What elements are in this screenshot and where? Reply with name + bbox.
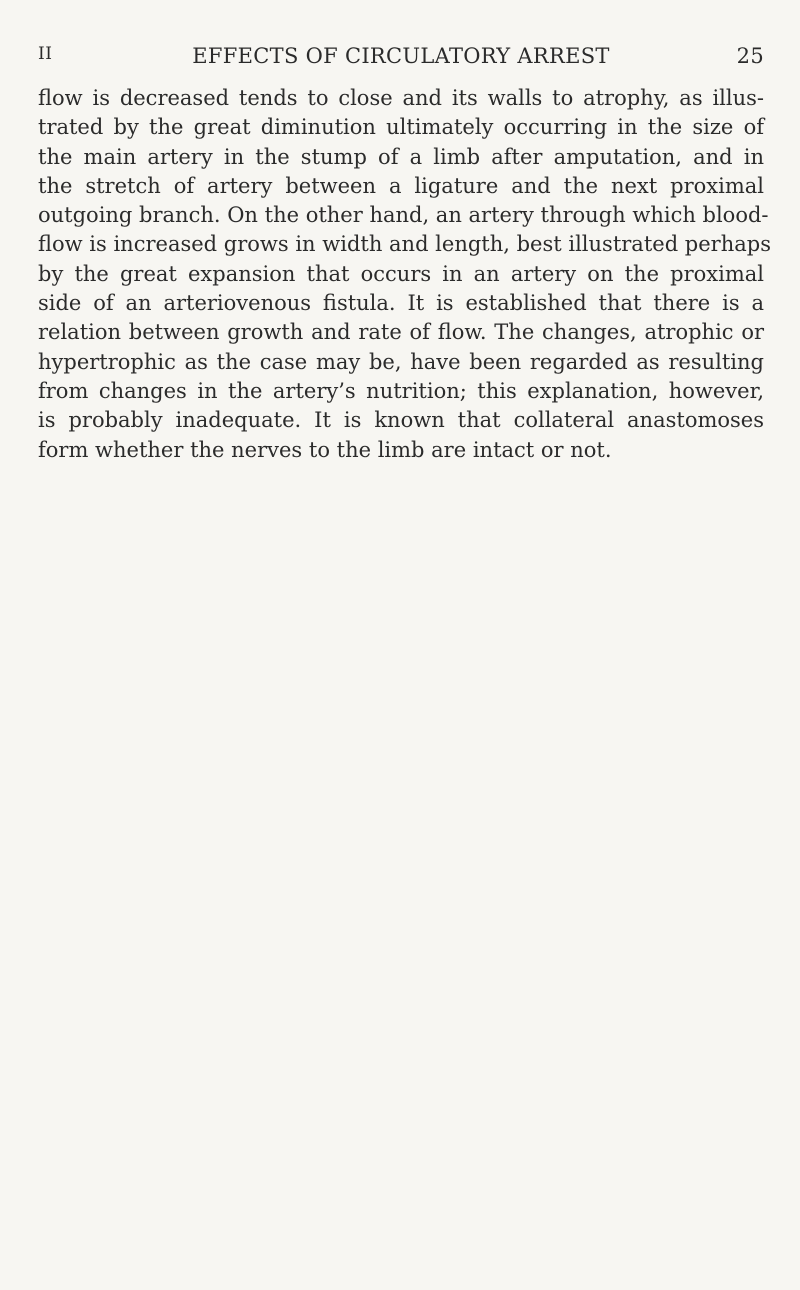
chapter-number: II (38, 44, 53, 64)
running-head (38, 44, 764, 74)
text-line: from changes in the artery’s nutrition; this explanation, however, (38, 378, 764, 403)
text-line: trated by the great diminution ultimately occurring in the size of (38, 115, 764, 140)
text-line: the main artery in the stump of a limb after amputation, and in (38, 144, 764, 169)
text-line: outgoing branch. On the other hand, an artery through which blood- (38, 203, 769, 228)
text-line: flow is decreased tends to close and its walls to atrophy, as illus- (38, 86, 764, 110)
text-line: the stretch of artery between a ligature and the next proximal (38, 173, 764, 198)
text-line: by the great expansion that occurs in an artery on the proximal (38, 261, 764, 286)
text-line: relation between growth and rate of flow. The changes, atrophic or (38, 320, 764, 345)
text-line: side of an arteriovenous fistula. It is established that there is a (38, 291, 764, 316)
text-line: form whether the nerves to the limb are intact or not. (38, 437, 612, 462)
running-title: EFFECTS OF CIRCULATORY ARREST (192, 44, 610, 68)
text-line: flow is increased grows in width and length, best illustrated perhaps (38, 232, 771, 257)
page-number: 25 (736, 44, 764, 68)
body-paragraph (38, 84, 771, 465)
text-line: is probably inadequate. It is known that collateral anastomoses (38, 408, 764, 433)
text-line: hypertrophic as the case may be, have been regarded as resulting (38, 349, 764, 374)
